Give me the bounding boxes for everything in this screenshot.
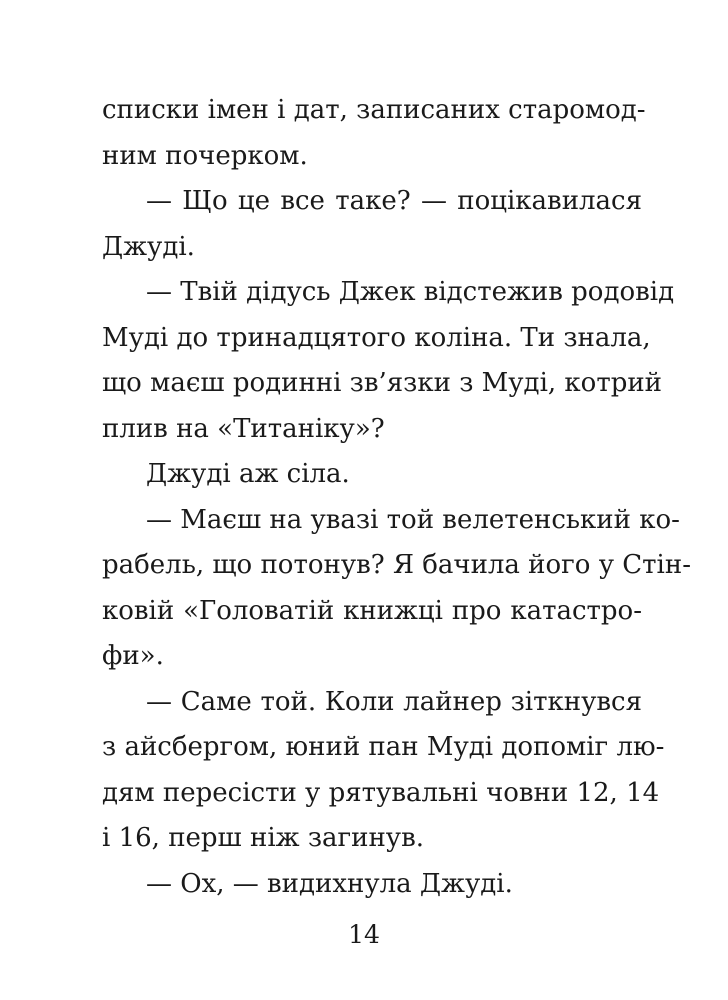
text-line: — Що це все таке? — поцікавилася: [146, 186, 642, 216]
text-line: дям пересісти у рятувальні човни 12, 14: [102, 777, 660, 808]
text-line: списки імен і дат, записаних старомод-: [102, 95, 646, 125]
page-number: 14: [348, 920, 380, 949]
text-line: ним почерком.: [102, 140, 308, 171]
text-line: ковій «Головатій книжці про катастро-: [102, 595, 642, 626]
body-text: [102, 92, 691, 911]
text-line: з айсбергом, юний пан Муді допоміг лю-: [102, 732, 665, 762]
text-line: — Маєш на увазі той велетенський ко-: [146, 504, 680, 535]
text-line: рабель, що потонув? Я бачила його у Стін-: [102, 550, 691, 580]
text-line: Джуді аж сіла.: [146, 459, 350, 489]
text-line: що маєш родинні зв’язки з Муді, котрий: [102, 368, 663, 398]
text-line: — Твій дідусь Джек відстежив родовід: [146, 277, 675, 307]
text-line: фи».: [102, 641, 164, 671]
text-line: Муді до тринадцятого коліна. Ти знала,: [102, 322, 651, 353]
text-line: і 16, перш ніж загинув.: [102, 823, 424, 853]
text-line: — Ох, — видихнула Джуді.: [146, 868, 513, 899]
text-line: плив на «Титаніку»?: [102, 413, 385, 444]
text-line: Джуді.: [102, 231, 195, 262]
text-line: — Саме той. Коли лайнер зіткнувся: [146, 686, 642, 717]
